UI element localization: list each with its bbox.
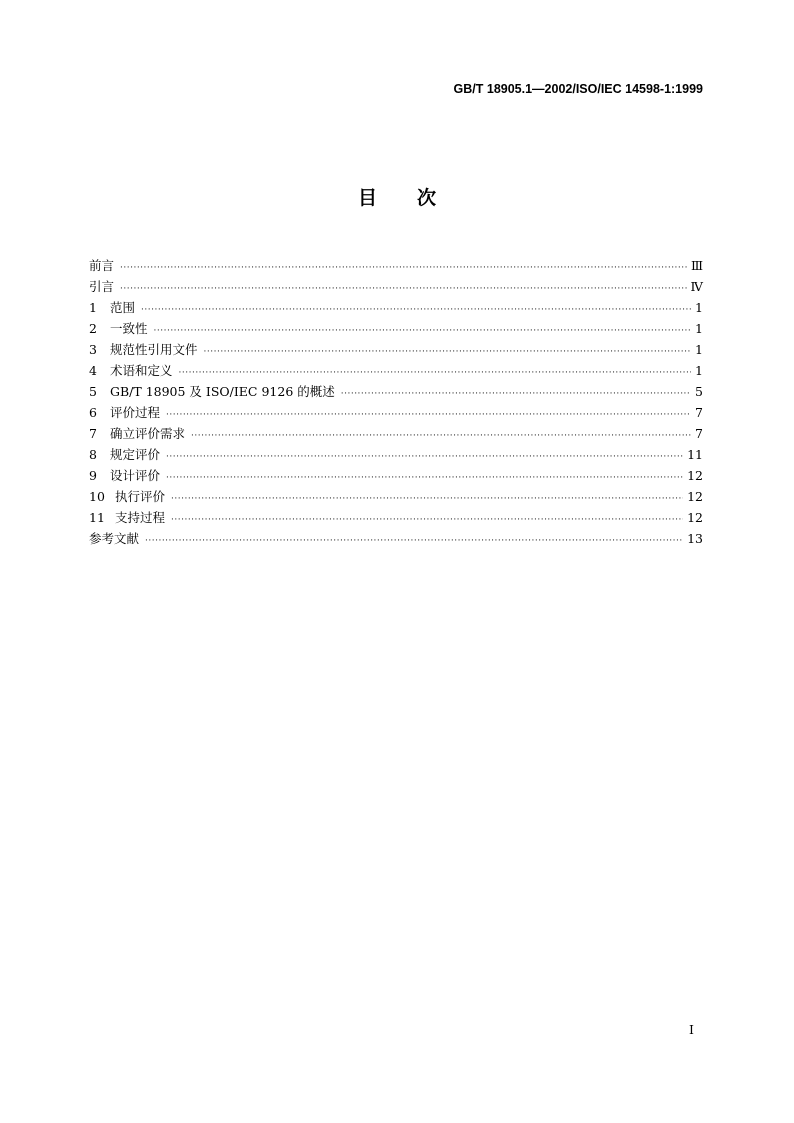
toc-entry-label: GB/T 18905 及 ISO/IEC 9126 的概述: [110, 384, 335, 399]
toc-entry-conformance[interactable]: [89, 318, 703, 339]
toc-dot-leader: [191, 426, 691, 447]
toc-entry-foreword[interactable]: [89, 255, 703, 276]
toc-entry-number: 3: [89, 342, 97, 357]
toc-entry-support-processes[interactable]: [89, 507, 703, 528]
toc-entry-number: 9: [89, 468, 97, 483]
toc-entry-label: 规范性引用文件: [110, 342, 198, 357]
toc-dot-leader: [154, 321, 691, 342]
toc-entry-overview[interactable]: [89, 381, 703, 402]
toc-entry-label: 支持过程: [115, 510, 166, 525]
toc-entry-normative-references[interactable]: [89, 339, 703, 360]
standard-number-header: GB/T 18905.1—2002/ISO/IEC 14598-1:1999: [453, 82, 703, 96]
toc-entry-label: 规定评价: [110, 447, 161, 462]
toc-entry-page: 5: [695, 384, 703, 399]
toc-entry-terms-definitions[interactable]: [89, 360, 703, 381]
toc-entry-specify-evaluation[interactable]: [89, 444, 703, 465]
toc-dot-leader: [166, 447, 683, 468]
toc-entry-number: 7: [89, 426, 97, 441]
toc-dot-leader: [141, 300, 691, 321]
toc-entry-label: 参考文献: [89, 531, 140, 546]
toc-entry-page: 1: [695, 321, 703, 336]
toc-entry-label: 范围: [110, 300, 136, 315]
toc-entry-label: 一致性: [110, 321, 148, 336]
toc-entry-page: 1: [695, 363, 703, 378]
toc-dot-leader: [166, 468, 683, 489]
toc-entry-page: 1: [695, 342, 703, 357]
toc-dot-leader: [120, 279, 686, 300]
toc-entry-number: 11: [89, 510, 105, 525]
toc-dot-leader: [145, 531, 683, 552]
toc-entry-label: 引言: [89, 279, 115, 294]
toc-entry-evaluation-process[interactable]: [89, 402, 703, 423]
toc-entry-number: 4: [89, 363, 97, 378]
toc-dot-leader: [166, 405, 691, 426]
toc-entry-label: 前言: [89, 258, 115, 273]
toc-entry-scope[interactable]: [89, 297, 703, 318]
toc-entry-page: 7: [695, 405, 703, 420]
toc-entry-label: 执行评价: [115, 489, 166, 504]
toc-entry-page: Ⅲ: [690, 258, 703, 273]
toc-entry-number: 5: [89, 384, 97, 399]
toc-entry-number: 10: [89, 489, 105, 504]
toc-dot-leader: [204, 342, 691, 363]
toc-entry-page: 12: [687, 468, 703, 483]
toc-entry-page: 12: [687, 510, 703, 525]
toc-dot-leader: [171, 489, 683, 510]
toc-entry-introduction[interactable]: [89, 276, 703, 297]
toc-dot-leader: [120, 258, 687, 279]
page-title: 目次: [357, 187, 476, 209]
toc-entry-label: 术语和定义: [110, 363, 173, 378]
toc-entry-page: 12: [687, 489, 703, 504]
toc-entry-number: 6: [89, 405, 97, 420]
toc-entry-execute-evaluation[interactable]: [89, 486, 703, 507]
toc-entry-bibliography[interactable]: [89, 528, 703, 549]
toc-entry-design-evaluation[interactable]: [89, 465, 703, 486]
toc-dot-leader: [171, 510, 683, 531]
toc-entry-number: 8: [89, 447, 97, 462]
toc-entry-page: 11: [687, 447, 703, 462]
toc-entry-label: 评价过程: [110, 405, 161, 420]
toc-entry-label: 设计评价: [110, 468, 161, 483]
toc-entry-number: 1: [89, 300, 97, 315]
toc-entry-label: 确立评价需求: [110, 426, 186, 441]
toc-entry-page: 13: [687, 531, 703, 546]
toc-entry-page: 1: [695, 300, 703, 315]
table-of-contents: [89, 255, 703, 549]
toc-entry-establish-requirements[interactable]: [89, 423, 703, 444]
toc-entry-page: Ⅳ: [690, 279, 703, 294]
toc-entry-page: 7: [695, 426, 703, 441]
toc-entry-number: 2: [89, 321, 97, 336]
page-number: I: [689, 1022, 694, 1037]
toc-dot-leader: [341, 384, 691, 405]
